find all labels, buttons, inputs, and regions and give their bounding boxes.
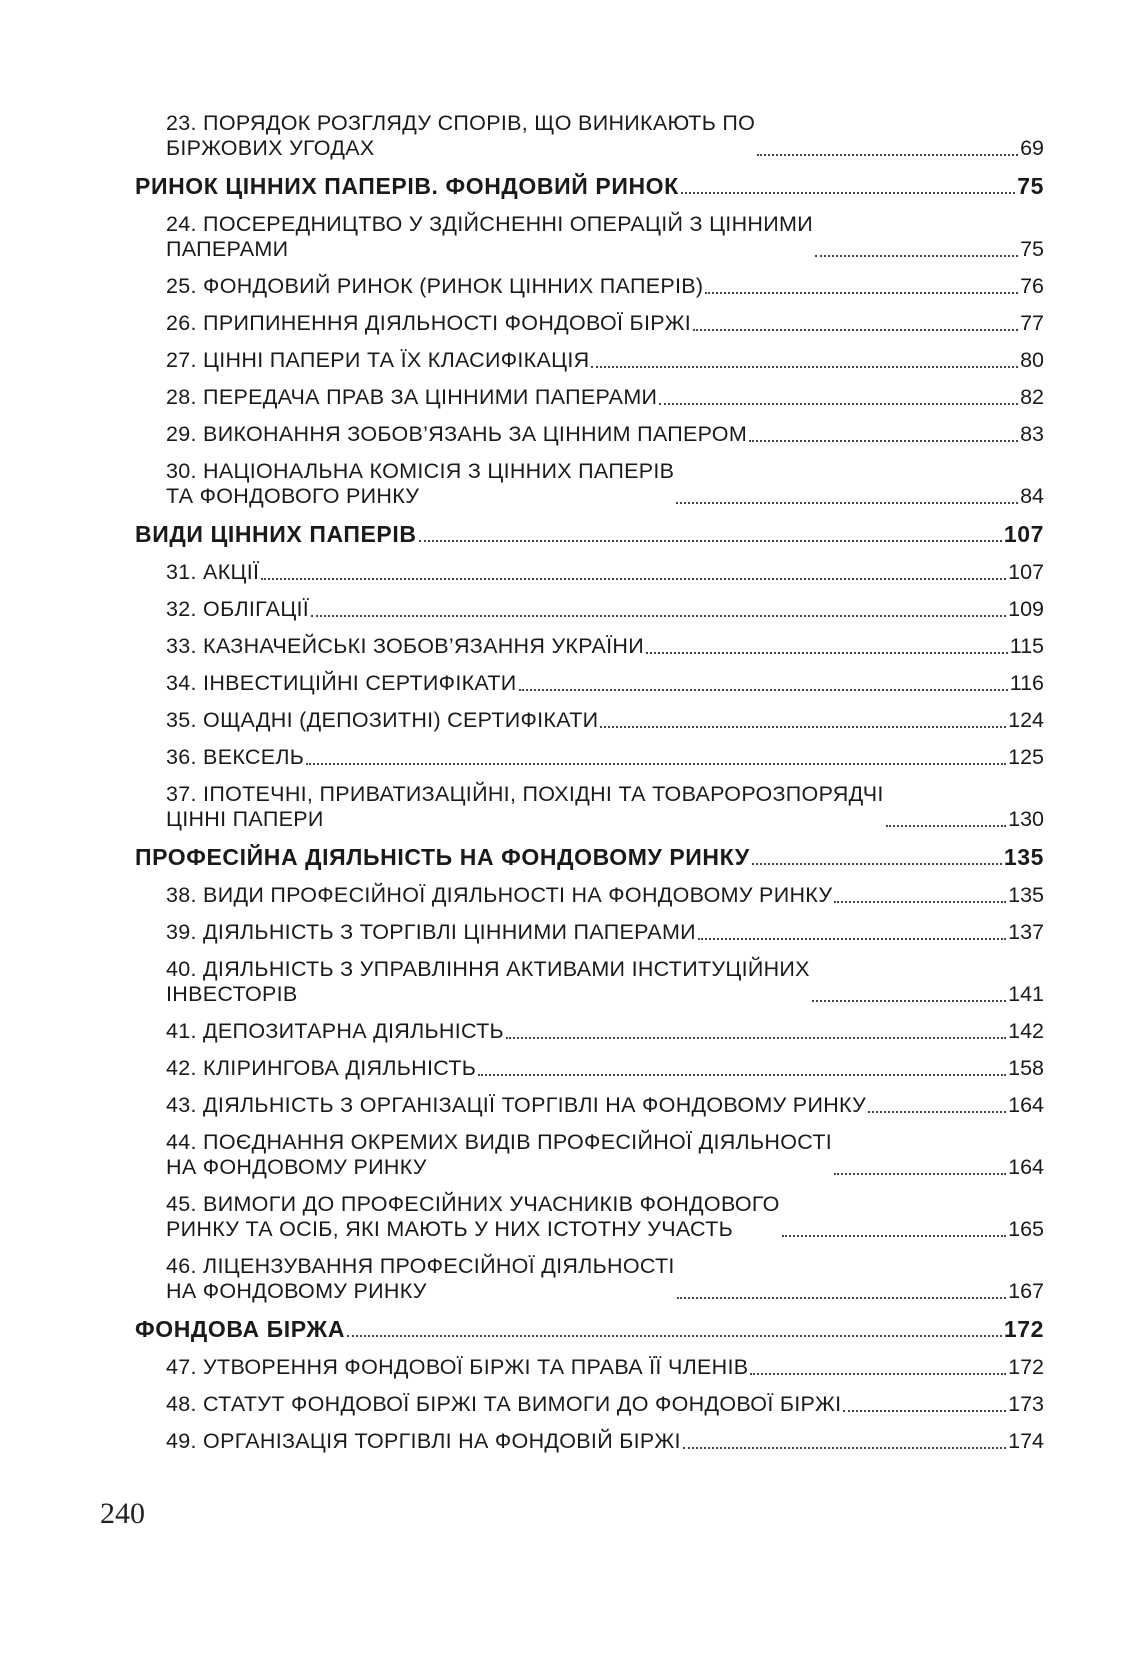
entry-title: 40. ДІЯЛЬНІСТЬ З УПРАВЛІННЯ АКТИВАМИ ІНСТИТУЦІЙНИХ ІНВЕСТОРІВ bbox=[166, 957, 810, 1006]
entry-page-number: 164 bbox=[1008, 1155, 1044, 1179]
dot-leader bbox=[347, 1335, 1002, 1337]
dot-leader bbox=[681, 192, 1015, 194]
dot-leader bbox=[782, 1235, 1006, 1237]
dot-leader bbox=[506, 1037, 1006, 1039]
entry-title: 27. ЦІННІ ПАПЕРИ ТА ЇХ КЛАСИФІКАЦІЯ bbox=[166, 348, 590, 372]
dot-leader bbox=[676, 502, 1018, 504]
toc-entry[interactable] bbox=[166, 549, 1044, 586]
entry-page-number: 82 bbox=[1020, 385, 1044, 409]
dot-leader bbox=[757, 154, 1018, 156]
toc-entry[interactable] bbox=[166, 1381, 1044, 1418]
dot-leader bbox=[311, 615, 1006, 617]
entry-title: 45. ВИМОГИ ДО ПРОФЕСІЙНИХ УЧАСНИКІВ ФОНДОВОГО РИНКУ ТА ОСІБ, ЯКІ МАЮТЬ У НИХ ІСТОТНУ УЧАСТЬ bbox=[166, 1192, 780, 1241]
entry-page-number: 83 bbox=[1020, 422, 1044, 446]
entry-page-number: 141 bbox=[1008, 982, 1044, 1006]
entry-page-number: 75 bbox=[1017, 173, 1044, 199]
entry-page-number: 107 bbox=[1003, 521, 1044, 547]
entry-page-number: 135 bbox=[1008, 883, 1044, 907]
entry-title: 39. ДІЯЛЬНІСТЬ З ТОРГІВЛІ ЦІННИМИ ПАПЕРАМИ bbox=[166, 920, 696, 944]
entry-title: 37. ІПОТЕЧНІ, ПРИВАТИЗАЦІЙНІ, ПОХІДНІ ТА ТОВАРОРОЗПОРЯДЧІ ЦІННІ ПАПЕРИ bbox=[166, 782, 884, 831]
toc-entry[interactable] bbox=[166, 374, 1044, 411]
entry-page-number: 125 bbox=[1008, 745, 1044, 769]
entry-title: 29. ВИКОНАННЯ ЗОБОВ’ЯЗАНЬ ЗА ЦІННИМ ПАПЕРОМ bbox=[166, 422, 748, 446]
page-number: 240 bbox=[100, 1497, 145, 1530]
entry-page-number: 137 bbox=[1008, 920, 1044, 944]
section-title: ФОНДОВА БІРЖА bbox=[135, 1316, 346, 1342]
dot-leader bbox=[752, 863, 1002, 865]
dot-leader bbox=[750, 1373, 1006, 1375]
entry-page-number: 165 bbox=[1008, 1217, 1044, 1241]
entry-title: 44. ПОЄДНАННЯ ОКРЕМИХ ВИДІВ ПРОФЕСІЙНОЇ ДІЯЛЬНОСТІ НА ФОНДОВОМУ РИНКУ bbox=[166, 1130, 833, 1179]
entry-title: 31. АКЦІЇ bbox=[166, 560, 260, 584]
entry-page-number: 167 bbox=[1008, 1279, 1044, 1303]
toc-entry[interactable] bbox=[166, 946, 1044, 1008]
toc-entry[interactable] bbox=[166, 734, 1044, 771]
entry-page-number: 76 bbox=[1020, 274, 1044, 298]
entry-page-number: 172 bbox=[1008, 1355, 1044, 1379]
entry-page-number: 142 bbox=[1008, 1019, 1044, 1043]
section-title: РИНОК ЦІННИХ ПАПЕРІВ. ФОНДОВИЙ РИНОК bbox=[135, 173, 679, 199]
entry-page-number: 80 bbox=[1020, 348, 1044, 372]
entry-title: 38. ВИДИ ПРОФЕСІЙНОЇ ДІЯЛЬНОСТІ НА ФОНДОВОМУ РИНКУ bbox=[166, 883, 833, 907]
entry-title: 28. ПЕРЕДАЧА ПРАВ ЗА ЦІННИМИ ПАПЕРАМИ bbox=[166, 385, 658, 409]
entry-page-number: 174 bbox=[1008, 1429, 1044, 1453]
toc-entry[interactable] bbox=[166, 623, 1044, 660]
toc-entry[interactable] bbox=[166, 300, 1044, 337]
entry-page-number: 116 bbox=[1009, 671, 1044, 695]
entry-page-number: 77 bbox=[1020, 311, 1044, 335]
entry-page-number: 173 bbox=[1008, 1392, 1044, 1416]
entry-title: 32. ОБЛІГАЦІЇ bbox=[166, 597, 310, 621]
entry-page-number: 158 bbox=[1008, 1056, 1044, 1080]
dot-leader bbox=[600, 726, 1006, 728]
dot-leader bbox=[478, 1074, 1006, 1076]
entry-page-number: 75 bbox=[1020, 237, 1044, 261]
entry-page-number: 124 bbox=[1008, 708, 1044, 732]
dot-leader bbox=[834, 1173, 1006, 1175]
dot-leader bbox=[677, 1297, 1006, 1299]
toc-section-heading[interactable] bbox=[135, 1305, 1044, 1344]
entry-title: 24. ПОСЕРЕДНИЦТВО У ЗДІЙСНЕННІ ОПЕРАЦІЙ З ЦІННИМИ ПАПЕРАМИ bbox=[166, 212, 813, 261]
toc-entry[interactable] bbox=[166, 586, 1044, 623]
section-title: ПРОФЕСІЙНА ДІЯЛЬНІСТЬ НА ФОНДОВОМУ РИНКУ bbox=[135, 844, 750, 870]
entry-title: 48. СТАТУТ ФОНДОВОЇ БІРЖІ ТА ВИМОГИ ДО ФОНДОВОЇ БІРЖІ bbox=[166, 1392, 842, 1416]
dot-leader bbox=[306, 763, 1006, 765]
dot-leader bbox=[843, 1410, 1006, 1412]
entry-title: 34. ІНВЕСТИЦІЙНІ СЕРТИФІКАТИ bbox=[166, 671, 517, 695]
entry-title: 49. ОРГАНІЗАЦІЯ ТОРГІВЛІ НА ФОНДОВІЙ БІРЖІ bbox=[166, 1429, 681, 1453]
toc-section-heading[interactable] bbox=[135, 510, 1044, 549]
entry-title: 26. ПРИПИНЕННЯ ДІЯЛЬНОСТІ ФОНДОВОЇ БІРЖІ bbox=[166, 311, 692, 335]
toc-entry[interactable] bbox=[166, 448, 1044, 510]
entry-title: 25. ФОНДОВИЙ РИНОК (РИНОК ЦІННИХ ПАПЕРІВ) bbox=[166, 274, 704, 298]
dot-leader bbox=[591, 366, 1018, 368]
dot-leader bbox=[812, 1000, 1006, 1002]
toc-entry[interactable] bbox=[166, 909, 1044, 946]
dot-leader bbox=[749, 440, 1018, 442]
toc-entry[interactable] bbox=[166, 201, 1044, 263]
entry-title: 47. УТВОРЕННЯ ФОНДОВОЇ БІРЖІ ТА ПРАВА ЇЇ ЧЛЕНІВ bbox=[166, 1355, 749, 1379]
entry-page-number: 69 bbox=[1020, 136, 1044, 160]
entry-title: 36. ВЕКСЕЛЬ bbox=[166, 745, 305, 769]
dot-leader bbox=[705, 292, 1018, 294]
entry-page-number: 115 bbox=[1009, 634, 1044, 658]
entry-title: 33. КАЗНАЧЕЙСЬКІ ЗОБОВ’ЯЗАННЯ УКРАЇНИ bbox=[166, 634, 644, 658]
dot-leader bbox=[261, 578, 1006, 580]
toc-entry[interactable] bbox=[166, 411, 1044, 448]
entry-page-number: 109 bbox=[1008, 597, 1044, 621]
entry-title: 23. ПОРЯДОК РОЗГЛЯДУ СПОРІВ, ЩО ВИНИКАЮТЬ ПО БІРЖОВИХ УГОДАХ bbox=[166, 111, 756, 160]
toc-entry[interactable] bbox=[166, 660, 1044, 697]
entry-page-number: 130 bbox=[1008, 807, 1044, 831]
dot-leader bbox=[886, 825, 1007, 827]
toc-entry[interactable] bbox=[166, 872, 1044, 909]
toc-entry[interactable] bbox=[166, 1344, 1044, 1381]
toc-section-heading[interactable] bbox=[135, 833, 1044, 872]
entry-page-number: 164 bbox=[1008, 1093, 1044, 1117]
table-of-contents bbox=[135, 100, 1044, 1455]
entry-page-number: 135 bbox=[1003, 844, 1044, 870]
entry-title: 42. КЛІРИНГОВА ДІЯЛЬНІСТЬ bbox=[166, 1056, 477, 1080]
toc-entry[interactable] bbox=[166, 771, 1044, 833]
entry-page-number: 172 bbox=[1003, 1316, 1044, 1342]
dot-leader bbox=[659, 403, 1018, 405]
dot-leader bbox=[868, 1111, 1006, 1113]
toc-entry[interactable] bbox=[166, 1045, 1044, 1082]
dot-leader bbox=[834, 901, 1006, 903]
section-title: ВИДИ ЦІННИХ ПАПЕРІВ bbox=[135, 521, 417, 547]
toc-section-heading[interactable] bbox=[135, 162, 1044, 201]
dot-leader bbox=[698, 938, 1006, 940]
entry-title: 30. НАЦІОНАЛЬНА КОМІСІЯ З ЦІННИХ ПАПЕРІВ ТА ФОНДОВОГО РИНКУ bbox=[166, 459, 675, 508]
dot-leader bbox=[519, 689, 1008, 691]
toc-entry[interactable] bbox=[166, 100, 1044, 162]
toc-entry[interactable] bbox=[166, 337, 1044, 374]
entry-title: 43. ДІЯЛЬНІСТЬ З ОРГАНІЗАЦІЇ ТОРГІВЛІ НА ФОНДОВОМУ РИНКУ bbox=[166, 1093, 867, 1117]
toc-entry[interactable] bbox=[166, 1119, 1044, 1181]
dot-leader bbox=[693, 329, 1018, 331]
dot-leader bbox=[683, 1447, 1006, 1449]
toc-entry[interactable] bbox=[166, 697, 1044, 734]
toc-entry[interactable] bbox=[166, 1243, 1044, 1305]
entry-page-number: 107 bbox=[1008, 560, 1044, 584]
toc-entry[interactable] bbox=[166, 1181, 1044, 1243]
entry-page-number: 84 bbox=[1020, 484, 1044, 508]
entry-title: 46. ЛІЦЕНЗУВАННЯ ПРОФЕСІЙНОЇ ДІЯЛЬНОСТІ НА ФОНДОВОМУ РИНКУ bbox=[166, 1254, 675, 1303]
entry-title: 41. ДЕПОЗИТАРНА ДІЯЛЬНІСТЬ bbox=[166, 1019, 504, 1043]
toc-entry[interactable] bbox=[166, 1008, 1044, 1045]
entry-title: 35. ОЩАДНІ (ДЕПОЗИТНІ) СЕРТИФІКАТИ bbox=[166, 708, 599, 732]
toc-entry[interactable] bbox=[166, 1418, 1044, 1455]
dot-leader bbox=[815, 255, 1018, 257]
toc-entry[interactable] bbox=[166, 1082, 1044, 1119]
toc-entry[interactable] bbox=[166, 263, 1044, 300]
dot-leader bbox=[646, 652, 1008, 654]
dot-leader bbox=[419, 540, 1002, 542]
